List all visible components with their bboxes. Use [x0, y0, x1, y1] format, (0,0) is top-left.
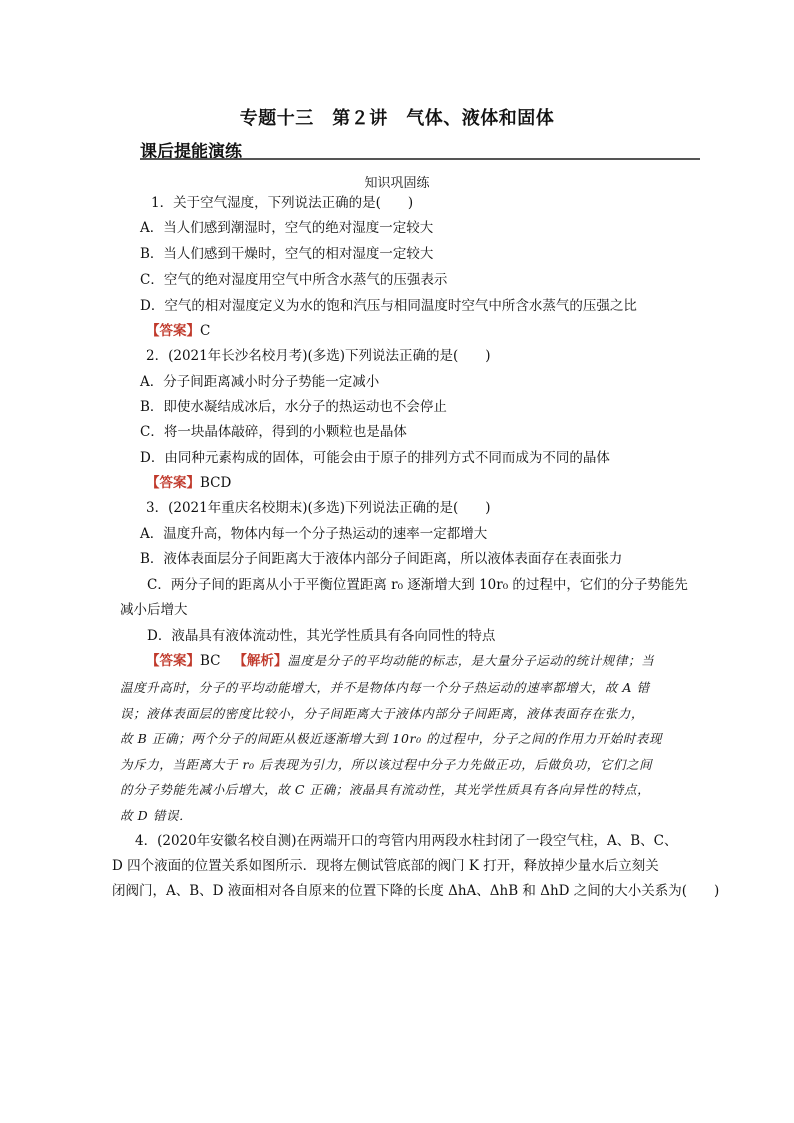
section-heading: 课后提能演练: [140, 142, 242, 162]
q4-stem-line1: 4．(2020年安徽名校自测)在两端开口的弯管内用两段水柱封闭了一段空气柱，A、B、C、: [135, 833, 678, 849]
analysis-tag: 【解析】: [233, 653, 288, 669]
q3-answer: [146, 651, 654, 671]
q1-option-c: C．空气的绝对湿度用空气中所含水蒸气的压强表示: [140, 272, 448, 288]
q3-analysis-line: 故 D 错误．: [120, 808, 193, 823]
answer-tag: 【答案】: [146, 653, 200, 669]
q4-stem-line3: 闭阀门，A、B、D 液面相对各自原来的位置下降的长度 ΔhA、ΔhB 和 ΔhD 之间的大小关系为( ): [112, 883, 720, 899]
q2-option-b: B．即使水凝结成冰后，水分子的热运动也不会停止: [140, 399, 447, 415]
page-title: 专题十三 第２讲 气体、液体和固体: [239, 108, 555, 129]
q3-option-c-line1: C．两分子间的距离从小于平衡位置距离 r₀ 逐渐增大到 10r₀ 的过程中，它们的分子势能先: [147, 577, 688, 593]
q1-option-d: D．空气的相对湿度定义为水的饱和汽压与相同温度时空气中所含水蒸气的压强之比: [140, 298, 637, 314]
q2-option-a: A．分子间距离减小时分子势能一定减小: [140, 374, 380, 390]
q3-option-b: B．液体表面层分子间距离大于液体内部分子间距离，所以液体表面存在表面张力: [140, 551, 623, 567]
q2-answer-value: BCD: [200, 475, 232, 491]
q1-option-b: B．当人们感到干燥时，空气的相对湿度一定较大: [140, 246, 434, 262]
answer-tag: 【答案】: [146, 323, 200, 339]
sub-heading: 知识巩固练: [364, 176, 430, 191]
q4-stem-line2: D 四个液面的位置关系如图所示．现将左侧试管底部的阀门 K 打开，释放掉少量水后立刻关: [112, 858, 659, 874]
q3-analysis-line: 故 B 正确；两个分子的间距从极近逐渐增大到 10r₀ 的过程中，分子之间的作用力开始时表现: [120, 731, 663, 746]
q2-option-c: C．将一块晶体敲碎，得到的小颗粒也是晶体: [140, 424, 407, 440]
q1-answer: [146, 321, 210, 341]
q3-stem: 3．(2021年重庆名校期末)(多选)下列说法正确的是( ): [146, 500, 491, 516]
q3-analysis-line: 为斥力，当距离大于 r₀ 后表现为引力，所以该过程中分子力先做正功，后做负功，它们之间: [120, 757, 653, 772]
q3-analysis-line: 温度是分子的平均动能的标志，是大量分子运动的统计规律；当: [287, 653, 655, 668]
q3-answer-value: BC: [200, 653, 221, 669]
q3-analysis-line: 温度升高时，分子的平均动能增大，并不是物体内每一个分子热运动的速率都增大，故 A 错: [120, 680, 650, 695]
q1-answer-value: C: [200, 323, 211, 339]
q3-option-d: D．液晶具有液体流动性，其光学性质具有各向同性的特点: [147, 628, 496, 644]
q3-option-c-line2: 减小后增大: [120, 602, 188, 618]
q3-analysis-line: 的分子势能先减小后增大，故 C 正确；液晶具有流动性，其光学性质具有各向异性的特点，: [120, 782, 651, 797]
q1-option-a: A．当人们感到潮湿时，空气的绝对湿度一定较大: [140, 220, 434, 236]
q2-option-d: D．由同种元素构成的固体，可能会由于原子的排列方式不同而成为不同的晶体: [140, 450, 610, 466]
answer-tag: 【答案】: [146, 475, 200, 491]
q2-stem: 2．(2021年长沙名校月考)(多选)下列说法正确的是( ): [146, 348, 491, 364]
q1-stem: 1．关于空气湿度，下列说法正确的是( ): [151, 195, 414, 211]
section-divider: [140, 158, 700, 160]
q3-analysis-line: 误；液体表面层的密度比较小，分子间距离大于液体内部分子间距离，液体表面存在张力，: [120, 706, 645, 721]
q2-answer: [146, 473, 231, 493]
q3-option-a: A．温度升高，物体内每一个分子热运动的速率一定都增大: [140, 526, 488, 542]
